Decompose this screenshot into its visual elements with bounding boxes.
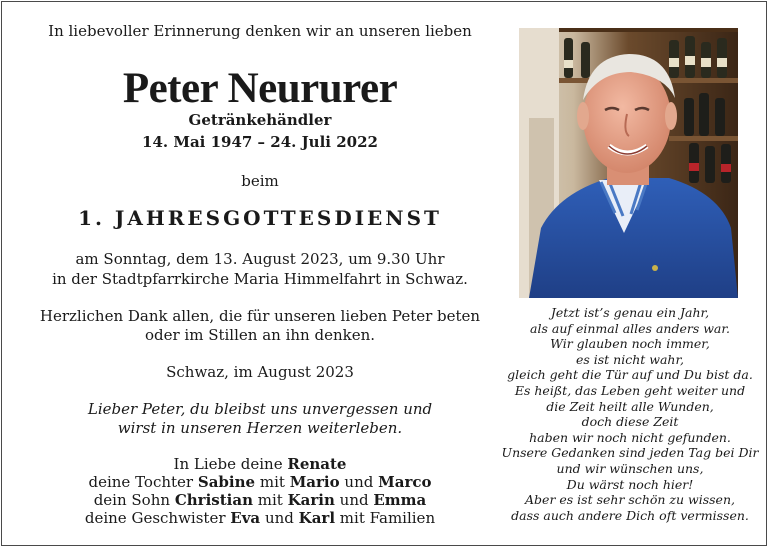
- poem-line: Aber es ist sehr schön zu wissen,: [525, 492, 735, 508]
- thanks-line-2: oder im Stillen an ihn denken.: [144, 326, 376, 344]
- mourner-grandchild-1: Marco: [378, 473, 432, 491]
- mourner-line-2: deine Tochter Sabine mit Mario und Marco: [88, 473, 432, 491]
- poem-line: Wir glauben noch immer,: [550, 336, 710, 352]
- mourner-line-3: dein Sohn Christian mit Karin und Emma: [93, 491, 427, 509]
- mourner-wife: Renate: [287, 455, 347, 473]
- mourner-grandchild-2: Emma: [373, 491, 427, 509]
- farewell-line-1: Lieber Peter, du bleibst uns unvergessen und: [87, 400, 433, 418]
- event-title: 1. JAHRESGOTTESDIENST: [78, 206, 442, 230]
- poem-line: Du wärst noch hier!: [566, 476, 694, 492]
- portrait-photo: [519, 28, 738, 298]
- thanks-line-1: Herzlichen Dank allen, die für unseren lieben Peter beten: [39, 307, 481, 325]
- poem-line: als auf einmal alles anders war.: [530, 320, 730, 336]
- poem-line: dass auch andere Dich oft vermissen.: [511, 507, 749, 523]
- poem-line: die Zeit heilt alle Wunden,: [546, 398, 714, 414]
- poem-line: doch diese Zeit: [581, 414, 679, 430]
- deceased-name: Peter Neururer: [122, 65, 398, 112]
- life-dates: 14. Mai 1947 – 24. Juli 2022: [142, 133, 378, 151]
- mourner-daughter: Sabine: [197, 473, 256, 491]
- place-date: Schwaz, im August 2023: [166, 363, 354, 381]
- mourner-sibling-1: Eva: [230, 509, 261, 527]
- poem-line: Unsere Gedanken sind jeden Tag bei Dir: [501, 445, 759, 461]
- service-date: am Sonntag, dem 13. August 2023, um 9.30 Uhr: [75, 250, 445, 268]
- mourner-sibling-2: Karl: [298, 509, 336, 527]
- farewell-line-2: wirst in unseren Herzen weiterleben.: [117, 419, 403, 437]
- occupation: Getränkehändler: [188, 111, 332, 129]
- mourner-son: Christian: [174, 491, 253, 509]
- poem-line: es ist nicht wahr,: [575, 351, 685, 367]
- poem-line: haben wir noch nicht gefunden.: [529, 429, 731, 445]
- poem-line: Es heißt, das Leben geht weiter und: [514, 382, 746, 398]
- memorial-poem: [486, 305, 768, 523]
- mourner-line-1: In Liebe deine Renate: [173, 455, 347, 473]
- service-location: in der Stadtpfarrkirche Maria Himmelfahrt in Schwaz.: [52, 270, 468, 288]
- poem-line: Jetzt ist’s genau ein Jahr,: [550, 305, 710, 320]
- beim-text: beim: [241, 172, 279, 190]
- poem-line: gleich geht die Tür auf und Du bist da.: [507, 367, 753, 383]
- mourner-line-4: deine Geschwister Eva und Karl mit Familien: [84, 509, 436, 527]
- poem-line: und wir wünschen uns,: [556, 460, 704, 476]
- mourner-son-partner: Karin: [287, 491, 335, 509]
- intro-text: In liebevoller Erinnerung denken wir an unseren lieben: [48, 22, 472, 40]
- mourner-daughter-partner: Mario: [289, 473, 340, 491]
